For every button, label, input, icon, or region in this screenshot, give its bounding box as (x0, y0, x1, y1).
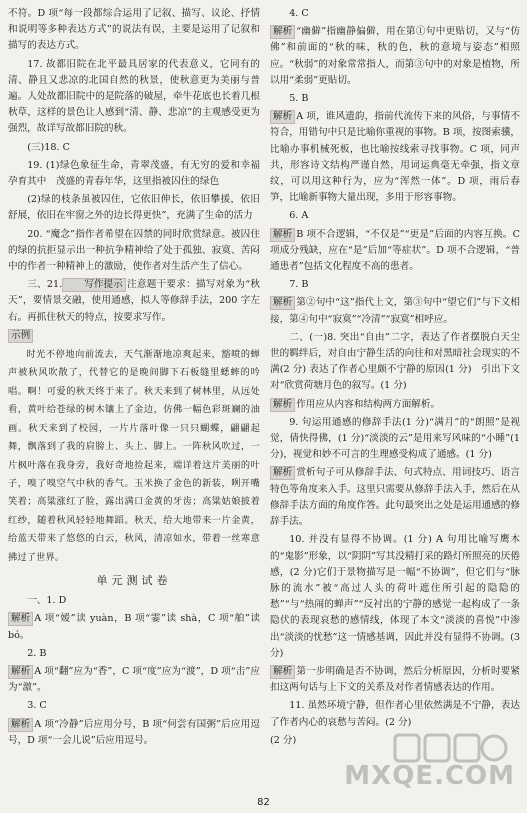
analysis-4 (270, 24, 520, 89)
left-column (8, 6, 260, 751)
analysis-tag: 解析 (270, 296, 295, 310)
analysis-text: A 项“嫒”读 yuàn，B 项“霎”读 shà，C 项“舶”读 bó。 (8, 613, 260, 641)
answer-19-1: 19. (1)绿色象征生命，青翠茂盛，有无穷的爱和幸福孕育其中 茂盛的青春年华，这里指被囚住的绿色 (8, 159, 260, 188)
analysis-1 (8, 611, 260, 643)
analysis-tag: 解析 (270, 110, 295, 124)
writing-hint-tag: 写作提示 (62, 278, 126, 292)
answer-4: 4. C (289, 8, 309, 19)
answer-19-2: (2)绿的枝条虽被囚住，它依旧伸长，依旧攀援，依旧舒展，依旧在牢窗之外的边长得更快”，充满了生命的活力 (8, 194, 260, 222)
analysis-text: A 项“冷静”后应用分号，B 项“何尝有国粥”后应用逗号，D 项“一会儿说”后应用逗号。 (8, 718, 260, 746)
analysis-7 (270, 295, 520, 327)
analysis-6 (270, 227, 520, 276)
answer-11-score: (2 分) (270, 734, 297, 746)
analysis-text: 第一步明确是否不协调，然后分析原因，分析时要紧扣这两句话与上下文的关系及对作者情感表达的作用。 (270, 665, 520, 694)
answer-6: 6. A (289, 210, 309, 222)
analysis-tag: 解析 (270, 466, 295, 480)
analysis-text: “幽僻”指幽静偏僻，用在第①句中更贴切，又与“仿佛”和前面的“秋的味，秋的色，秋的意境与姿态”相照应。“秋弱”的对象常常指人，而第③句中的对象是植物，所以用“柔弱”更贴切。 (270, 26, 520, 86)
analysis-text: 第②句中“这”指代上文，第③句中“望它们”与下文相接，第④句中“寂寞”“冷清”“寂寞”相呼应。 (270, 297, 520, 325)
analysis-text: A 项，谁风遗韵，指前代流传下来的风俗，与事情不符合，用错句中只是比喻你重视的事物。B 项，按图索骥，比喻办事机械死板，也比喻按线索寻找事物。C 项，同声共，形容诗文结构严谨自然，用词运典毫无牵强，指文章纹，可以用这种行为，应为“浑然一体”。D 项，雨后春笋，比喻新事物大量出现，多用于形容事物。 (270, 111, 520, 204)
right-column (270, 6, 520, 751)
analysis-8 (270, 397, 520, 413)
watermark (344, 731, 519, 793)
analysis-text: 作用应从内容和结构两方面解析。 (296, 398, 441, 410)
answer-2: 2. B (27, 647, 47, 659)
analysis-tag: 解析 (270, 228, 295, 242)
sample-essay: 时光不停地向前流去，天气渐渐地凉爽起来，豁喷的蝉声被秋风吹散了，代替它的是晚间脚下石板缝里蟋蟀的吟唱。啊！可爱的秋天终于来了。秋天来到了树林里，从远处看，黄叶给苍绿的树木镶上了金边，仿佛一幅色彩斑斓的油画。秋天来到了校园，一片片落叶像一只只蝴蝶，翩翩起舞，飘落到了我的肩膀上、头上、脚上。一阵秋风吹过，一片枫叶落在我身旁，我好奇地捡起来，端详着这片美丽的叶子，嗅了嗅空气中秋的香气。玉米换了金色的新装，咧开嘴笑着；高粱涨红了脸，露出满口金黄的牙齿；高粱姑娘披着红纱，随着秋风轻轻地舞蹈。秋天，给大地带来一片金黄，给蓝天带来了悠悠的白云，秋风，清凉如水，带着一丝寒意拂过了世界。 (8, 349, 260, 563)
analysis-tag: 解析 (270, 665, 295, 679)
answer-5: 5. B (289, 93, 309, 105)
page-number: 82 (257, 797, 270, 808)
analysis-tag: 解析 (270, 398, 295, 412)
watermark-logo-icon (393, 731, 509, 765)
analysis-5 (270, 109, 520, 206)
answer-11: 11. 虽然环境宁静，但作者心里依然满是不宁静，表达了作者内心的哀愁与苦闷。(2 分) (270, 700, 520, 728)
analysis-2 (8, 664, 260, 696)
analysis-10 (270, 664, 520, 696)
analysis-tag: 解析 (8, 612, 33, 626)
answer-20: 20. “魔念”指作者希望在囚禁的同时欣赏绿意。被囚住的绿的抗拒显示出一种抗争精神给了处于孤独、寂寞、苦闷中的作者一种精神上的激励，使作者对生活产生了信心。 (8, 228, 260, 273)
answer-18: (三)18. C (27, 141, 70, 153)
sample-heading (8, 328, 260, 344)
sample-tag: 示例 (8, 329, 33, 343)
analysis-3 (8, 717, 260, 749)
answer-1: 一、1. D (27, 595, 67, 607)
analysis-tag: 解析 (8, 718, 33, 732)
analysis-text: 赏析句子可从修辞手法、句式特点、用词技巧、语言特色等角度来入手。这里只需要从修辞手法入手，然后在从修辞手法方面的角度作答。此句最突出之处是运用通感的修辞手法。 (270, 467, 520, 528)
paragraph: 不符。D 项“每一段都综合运用了记叙、描写、议论、抒情和说明等多种表达方式”的说法有误，主要是运用了记叙和描写的表达方式。 (8, 8, 260, 52)
answer-10: 10. 并没有显得不协调。(1 分) A 句用比喻写鹰木的“鬼影”形象，以“阴阴”写其没精打采的路灯所照亮的厌倦感，(2 分)它们于景物描写是一幅“不协调”，但它们与“脉脉的流水”被“高过人头的荷叶遮住所引起的隐隐的愁”“与“热闹的蝉声”“反衬出的宁静的感觉一起构成了一条隐伏的表现哀愁的感情线，体现了本文“淡淡的喜悦”中渗出“淡淡的忧愁”这一情感基调，因此并没有显得不协调。(3 分) (270, 534, 520, 659)
writing-hint-text: 注意题干要求：描写对象为“秋天”，要情景交融，使用通感，拟人等修辞手法，200 字左右。再抓住秋天的特点，按要求写作。 (8, 279, 260, 323)
analysis-tag: 解析 (270, 25, 295, 39)
analysis-text: A 项“翻”应为“香”，C 项“度”应为“渡”，D 项“击”应为“激”。 (8, 665, 260, 694)
answer-7: 7. B (289, 279, 309, 291)
analysis-tag: 解析 (8, 665, 33, 679)
answer-9: 9. 句运用通感的修辞手法(1 分)“满月”的“朗照”是视觉，倩快得佛，(1 分)“淡淡的云”是用来写风味的“小睡”(1 分)，视觉和妙不可言的生理感受构成了通感。(1 分) (270, 416, 520, 461)
analysis-text: B 项不合逻辑，“不仅是”“更是”后面的内容互换。C 项成分残缺，应在“是”后加“等症状”。D 项不合逻辑，“普通患者”包括文化程度不高的患者。 (270, 228, 520, 273)
answer-3: 3. C (27, 700, 47, 712)
watermark-text: MXQE.COM (344, 761, 515, 791)
answer-8: 二、(一)8. 突出“自由”二字，表达了作者摆脱白天尘世的羁绊后，对自由宁静生活的向往和对黑暗社会现实的不满(2 分) 表达了作者心里颇不宁静的原因(1 分) 引出下文对“欣赏荷塘月色的叙写。(1 分) (270, 331, 520, 392)
analysis-9 (270, 465, 520, 530)
unit-test-title: 单元测试卷 (96, 573, 172, 587)
answer-21 (8, 277, 260, 326)
question-number: 三、21. (27, 279, 63, 291)
answer-17: 17. 故都旧院在北平最具居家的代表意义，它同有的清、静且又悲凉的北国自然的秋景，使秋意更为美丽与普遍。人处故都旧院中的是院落的破屋，牵牛花底也长着几根秋草，这样的景色让人感到“清、静、悲凉”的主观感受更为强烈，故详写故都旧院的秋。 (8, 58, 260, 135)
